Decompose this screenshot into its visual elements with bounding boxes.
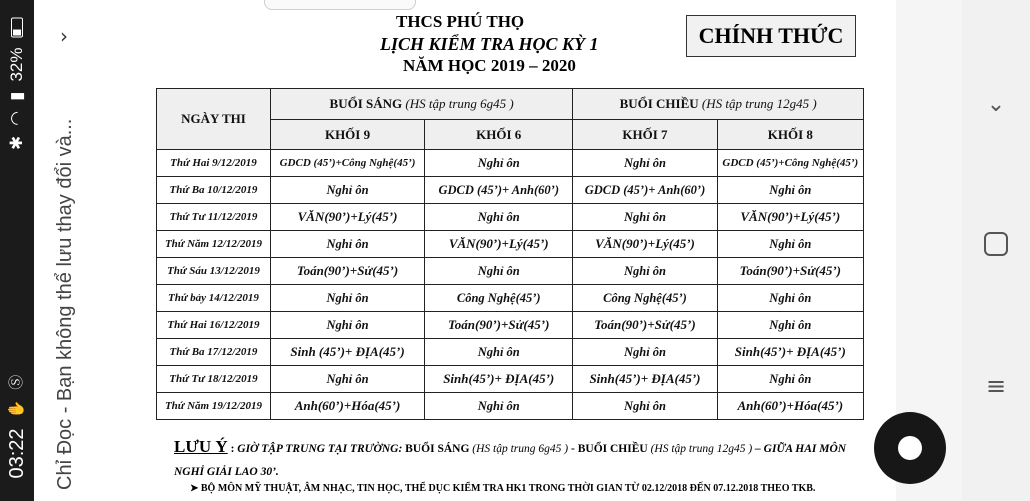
grade-7-cell: VĂN(90’)+Lý(45’): [573, 231, 717, 258]
note-text-f: – GIỮA HAI MÔN: [755, 443, 847, 455]
morning-label: BUỔI SÁNG: [329, 96, 403, 111]
grade-9-cell: Anh(60’)+Hóa(45’): [270, 393, 424, 420]
grade-6-cell: Nghỉ ôn: [425, 204, 573, 231]
status-bar-content: [0, 0, 34, 501]
table-header-row: [157, 89, 864, 120]
note-text-e: (HS tập trung 12g45 ): [650, 443, 753, 455]
grade-6-cell: Nghỉ ôn: [425, 393, 573, 420]
top-tab-stub[interactable]: [264, 0, 416, 10]
date-cell: Thứ Sáu 13/12/2019: [157, 258, 271, 285]
floating-action-button[interactable]: [874, 412, 946, 484]
app-title: Chỉ Đọc - Bạn không thể lưu thay đổi và...: [54, 118, 76, 490]
battery-percent: 32%: [7, 47, 26, 82]
grade-6-cell: Công Nghệ(45’): [425, 285, 573, 312]
note-label: LƯU Ý: [174, 437, 228, 456]
table-row: [157, 366, 864, 393]
grade-7-cell: Nghỉ ôn: [573, 204, 717, 231]
note-line-2: NGHỈ GIẢI LAO 30’.: [174, 466, 279, 478]
grade-7-cell: Sinh(45’)+ ĐỊA(45’): [573, 366, 717, 393]
grade-7-cell: Nghỉ ôn: [573, 258, 717, 285]
school-year: NĂM HỌC 2019 – 2020: [403, 56, 576, 75]
note-text-c: (HS tập trung 6g45 ): [472, 443, 569, 455]
grade-9-cell: Sinh (45’)+ ĐỊA(45’): [270, 339, 424, 366]
header-afternoon: [573, 89, 864, 120]
note-line-1: LƯU Ý : GIỜ TẬP TRUNG TẠI TRƯỜNG: BUỔI SÁNG (HS tập trung 6g45 ) - BUỔI CHIỀU (HS tập trung 12g45 ) – GIỮA HAI MÔN: [174, 437, 847, 456]
table-row: [157, 393, 864, 420]
grade-6-cell: Sinh(45’)+ ĐỊA(45’): [425, 366, 573, 393]
table-row: [157, 204, 864, 231]
document-page: [96, 0, 896, 501]
date-cell: Thứ Hai 16/12/2019: [157, 312, 271, 339]
note-text-d: BUỔI CHIỀU: [577, 443, 648, 455]
menu-icon[interactable]: ≡: [985, 372, 1007, 400]
grade-6-cell: Nghỉ ôn: [425, 339, 573, 366]
grade-9-cell: VĂN(90’)+Lý(45’): [270, 204, 424, 231]
grade-6-cell: GDCD (45’)+ Anh(60’): [425, 177, 573, 204]
date-cell: Thứ Ba 10/12/2019: [157, 177, 271, 204]
grade-9-cell: GDCD (45’)+Công Nghệ(45’): [270, 150, 424, 177]
grade-8-cell: GDCD (45’)+Công Nghệ(45’): [717, 150, 863, 177]
grade-7-cell: Công Nghệ(45’): [573, 285, 717, 312]
s-badge-icon: Ⓢ: [8, 374, 25, 390]
date-cell: Thứ Tư 18/12/2019: [157, 366, 271, 393]
grade-8-cell: Sinh(45’)+ ĐỊA(45’): [717, 339, 863, 366]
note-text-a: GIỜ TẬP TRUNG TẠI TRƯỜNG:: [237, 443, 403, 455]
date-cell: Thứ Năm 12/12/2019: [157, 231, 271, 258]
grade-8-cell: Nghỉ ôn: [717, 285, 863, 312]
grade-7-cell: GDCD (45’)+ Anh(60’): [573, 177, 717, 204]
date-cell: Thứ bảy 14/12/2019: [157, 285, 271, 312]
table-row: [157, 150, 864, 177]
grade-6-cell: Toán(90’)+Sử(45’): [425, 312, 573, 339]
header-grade-8: KHỐI 8: [717, 120, 863, 150]
date-cell: Thứ Tư 11/12/2019: [157, 204, 271, 231]
table-body: [157, 150, 864, 420]
table-row: [157, 285, 864, 312]
grade-9-cell: Nghỉ ôn: [270, 231, 424, 258]
wifi-icon: ◠: [7, 110, 26, 126]
home-button[interactable]: [962, 232, 1030, 260]
grade-8-cell: Toán(90’)+Sử(45’): [717, 258, 863, 285]
afternoon-note: (HS tập trung 12g45 ): [701, 96, 817, 111]
note-line-3: [190, 483, 815, 494]
table-row: [157, 177, 864, 204]
note-text-3: BỘ MÔN MỸ THUẬT, ÂM NHẠC, TIN HỌC, THỂ DỤC KIỂM TRA HK1 TRONG THỜI GIAN TỪ 02.12/2018 ĐẾN 07.12.2018 THEO TKB.: [200, 483, 816, 494]
header-grade-6: KHỐI 6: [425, 120, 573, 150]
grade-6-cell: Nghỉ ôn: [425, 150, 573, 177]
grade-9-cell: Nghỉ ôn: [270, 366, 424, 393]
chevron-down-icon[interactable]: ⌄: [986, 92, 1006, 117]
grade-6-cell: VĂN(90’)+Lý(45’): [425, 231, 573, 258]
table-row: [157, 258, 864, 285]
grade-8-cell: VĂN(90’)+Lý(45’): [717, 204, 863, 231]
exam-schedule-table: [156, 88, 864, 420]
grade-7-cell: Nghỉ ôn: [573, 339, 717, 366]
home-square-icon: [984, 232, 1008, 256]
school-name: THCS PHÚ THỌ: [396, 12, 525, 31]
chevron-right-icon[interactable]: ›: [60, 24, 68, 48]
navigation-bar: [962, 0, 1030, 501]
battery-icon: [11, 18, 23, 38]
grade-8-cell: Nghỉ ôn: [717, 312, 863, 339]
table-row: [157, 339, 864, 366]
grade-9-cell: Nghỉ ôn: [270, 312, 424, 339]
grade-9-cell: Nghỉ ôn: [270, 285, 424, 312]
grade-6-cell: Nghỉ ôn: [425, 258, 573, 285]
signal-icon: ▮: [7, 91, 26, 101]
date-cell: Thứ Năm 19/12/2019: [157, 393, 271, 420]
status-bar: [0, 0, 34, 501]
official-stamp: CHÍNH THỨC: [686, 15, 856, 57]
app-title-bar: [34, 0, 97, 501]
header-morning: [270, 89, 572, 120]
afternoon-label: BUỔI CHIỀU: [619, 96, 699, 111]
grade-9-cell: Toán(90’)+Sử(45’): [270, 258, 424, 285]
grade-9-cell: Nghỉ ôn: [270, 177, 424, 204]
header-date: NGÀY THI: [157, 89, 271, 150]
bug-icon: ✱: [7, 135, 26, 150]
status-time: 03:22: [6, 428, 28, 479]
grade-8-cell: Nghỉ ôn: [717, 177, 863, 204]
document-title: LỊCH KIỂM TRA HỌC KỲ 1: [380, 34, 599, 54]
date-cell: Thứ Ba 17/12/2019: [157, 339, 271, 366]
header-grade-7: KHỐI 7: [573, 120, 717, 150]
table-row: [157, 312, 864, 339]
grade-7-cell: Toán(90’)+Sử(45’): [573, 312, 717, 339]
grade-8-cell: Anh(60’)+Hóa(45’): [717, 393, 863, 420]
hand-icon: ✋: [8, 399, 25, 419]
grade-8-cell: Nghỉ ôn: [717, 366, 863, 393]
date-cell: Thứ Hai 9/12/2019: [157, 150, 271, 177]
grade-7-cell: Nghỉ ôn: [573, 393, 717, 420]
note-text-b: BUỔI SÁNG: [405, 443, 470, 455]
grade-7-cell: Nghỉ ôn: [573, 150, 717, 177]
bullet-arrow-icon: ➤: [190, 483, 199, 494]
morning-note: (HS tập trung 6g45 ): [405, 96, 514, 111]
table-row: [157, 231, 864, 258]
header-grade-9: KHỐI 9: [270, 120, 424, 150]
grade-8-cell: Nghỉ ôn: [717, 231, 863, 258]
